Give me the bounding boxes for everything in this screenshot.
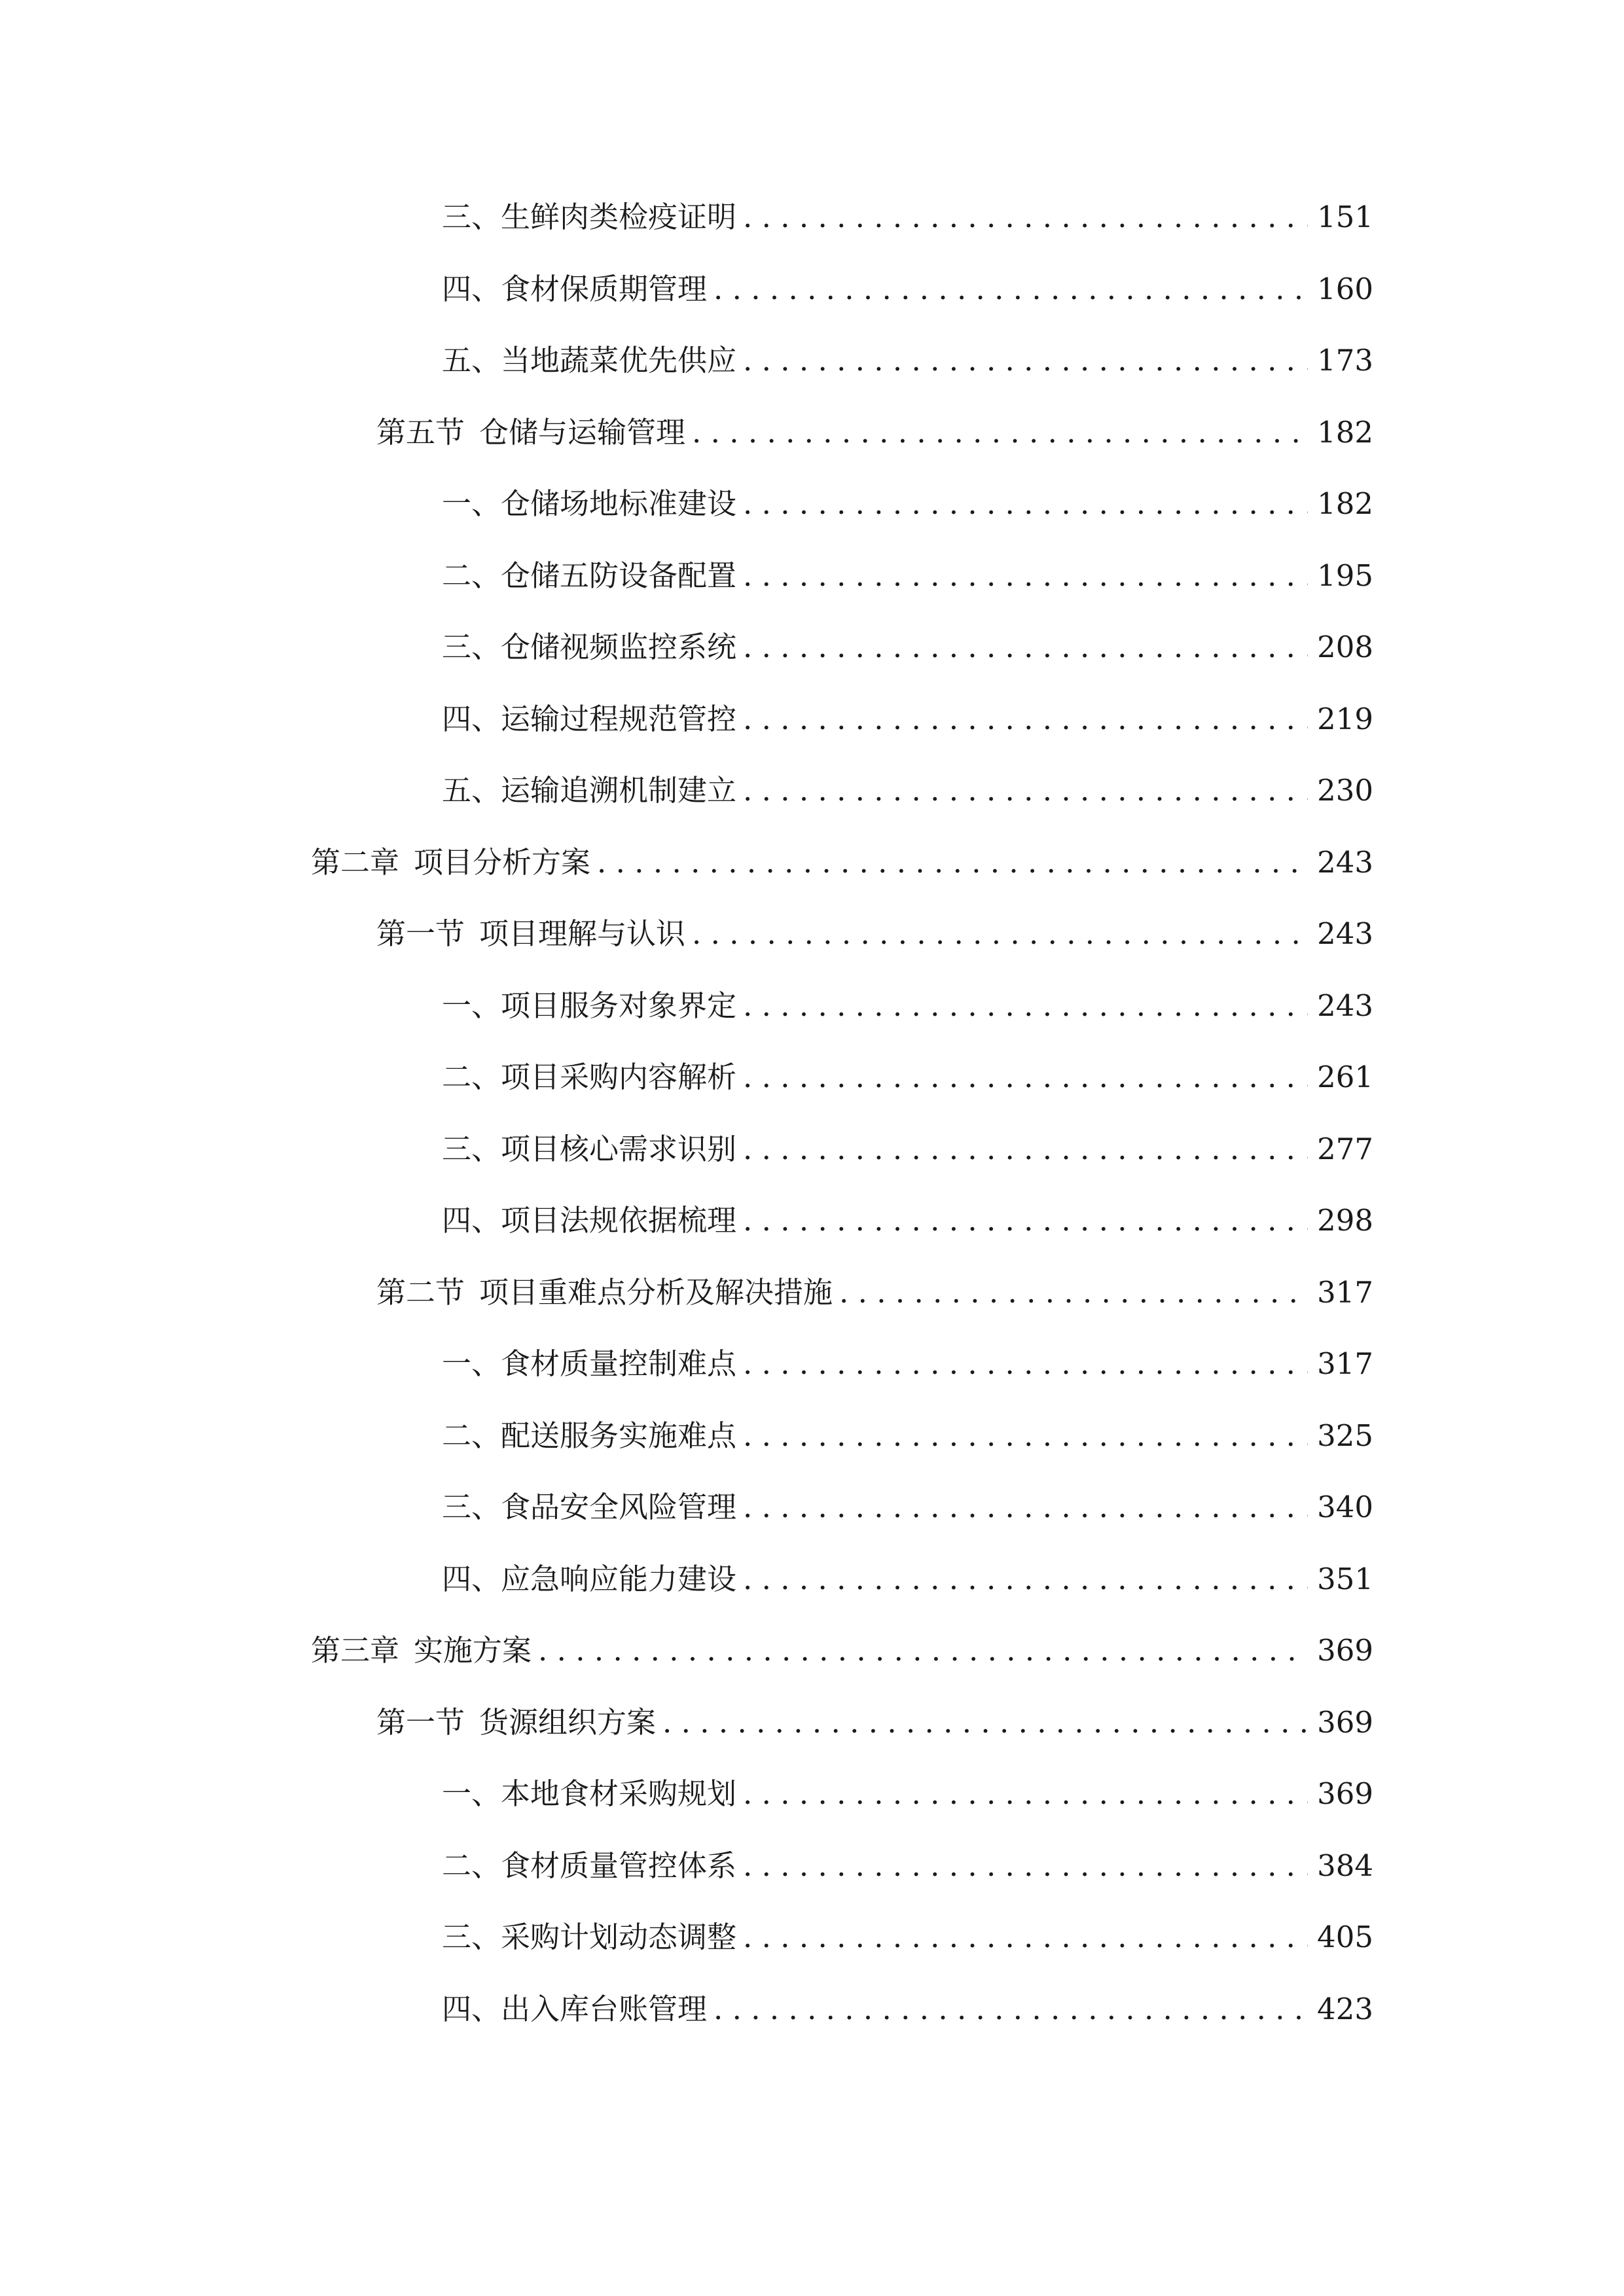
toc-entry-number: 五、 <box>442 343 501 378</box>
toc-entry-number: 二、 <box>442 558 501 593</box>
toc-entry-page: 230 <box>1317 773 1373 808</box>
dot-leader <box>743 764 1308 817</box>
toc-entry-page: 369 <box>1317 1633 1373 1668</box>
toc-entry[interactable] <box>442 334 1373 387</box>
toc-entry[interactable] <box>442 1911 1373 1964</box>
toc-entry-title: 项目采购内容解析 <box>501 1060 737 1094</box>
toc-entry-number: 四、 <box>442 1203 501 1238</box>
dot-leader <box>538 1624 1308 1677</box>
toc-entry-title: 项目理解与认识 <box>479 916 686 951</box>
toc-entry[interactable] <box>376 406 1373 459</box>
toc-entry-page: 351 <box>1317 1562 1373 1596</box>
toc-entry-title: 项目法规依据梳理 <box>501 1203 737 1238</box>
toc-entry[interactable] <box>442 263 1373 315</box>
toc-entry-title: 食品安全风险管理 <box>501 1490 737 1524</box>
toc-entry-number: 三、 <box>442 200 501 234</box>
toc-entry[interactable] <box>442 621 1373 673</box>
dot-leader <box>743 1338 1308 1390</box>
toc-entry-title: 仓储视频监控系统 <box>501 630 737 664</box>
dot-leader <box>713 263 1308 315</box>
dot-leader <box>743 191 1308 243</box>
toc-entry-page: 173 <box>1317 343 1373 378</box>
toc-entry[interactable] <box>376 908 1373 960</box>
toc-entry-page: 369 <box>1317 1705 1373 1740</box>
toc-entry[interactable] <box>442 980 1373 1032</box>
toc-entry-title: 实施方案 <box>414 1633 532 1668</box>
toc-entry[interactable] <box>376 1696 1373 1749</box>
toc-entry-number: 四、 <box>442 1562 501 1596</box>
toc-entry-title: 配送服务实施难点 <box>501 1418 737 1453</box>
toc-entry-page: 261 <box>1317 1060 1373 1094</box>
toc-entry[interactable] <box>311 1624 1373 1677</box>
toc-entry-title: 仓储与运输管理 <box>479 415 686 450</box>
toc-entry[interactable] <box>442 1051 1373 1103</box>
dot-leader <box>743 478 1308 530</box>
toc-entry-page: 219 <box>1317 702 1373 736</box>
toc-entry-page: 160 <box>1317 272 1373 306</box>
toc-entry-page: 208 <box>1317 630 1373 664</box>
toc-entry-number: 四、 <box>442 1992 501 2026</box>
toc-entry-page: 277 <box>1317 1132 1373 1166</box>
dot-leader <box>743 1123 1308 1175</box>
toc-entry-page: 151 <box>1317 200 1373 234</box>
toc-entry-title: 仓储场地标准建设 <box>501 486 737 521</box>
toc-entry-page: 317 <box>1317 1346 1373 1381</box>
toc-entry[interactable] <box>442 478 1373 530</box>
dot-leader <box>743 1410 1308 1462</box>
toc-entry[interactable] <box>442 1553 1373 1605</box>
toc-entry-page: 298 <box>1317 1203 1373 1238</box>
toc-entry[interactable] <box>442 1123 1373 1175</box>
toc-entry-title: 食材质量管控体系 <box>501 1848 737 1883</box>
toc-entry-number: 三、 <box>442 1132 501 1166</box>
toc-entry-title: 生鲜肉类检疫证明 <box>501 200 737 234</box>
dot-leader <box>743 1553 1308 1605</box>
toc-entry-number: 三、 <box>442 1490 501 1524</box>
toc-entry[interactable] <box>442 764 1373 817</box>
toc-entry[interactable] <box>442 1410 1373 1462</box>
toc-entry-page: 243 <box>1317 988 1373 1023</box>
toc-entry-number: 第一节 <box>376 916 465 951</box>
toc-entry[interactable] <box>442 1840 1373 1892</box>
toc-entry-title: 运输追溯机制建立 <box>501 773 737 808</box>
dot-leader <box>743 1911 1308 1964</box>
toc-entry-number: 三、 <box>442 630 501 664</box>
toc-entry-page: 325 <box>1317 1418 1373 1453</box>
dot-leader <box>839 1266 1308 1319</box>
toc-entry-title: 当地蔬菜优先供应 <box>501 343 737 378</box>
dot-leader <box>743 693 1308 745</box>
dot-leader <box>743 1481 1308 1534</box>
toc-entry-page: 195 <box>1317 558 1373 593</box>
toc-entry[interactable] <box>442 1481 1373 1534</box>
toc-entry-title: 项目服务对象界定 <box>501 988 737 1023</box>
toc-entry-number: 三、 <box>442 1920 501 1954</box>
toc-entry-number: 一、 <box>442 988 501 1023</box>
toc-entry-title: 仓储五防设备配置 <box>501 558 737 593</box>
toc-entry-title: 本地食材采购规划 <box>501 1776 737 1811</box>
toc-entry[interactable] <box>442 550 1373 602</box>
toc-entry-title: 项目重难点分析及解决措施 <box>479 1275 833 1310</box>
dot-leader <box>743 1768 1308 1820</box>
toc-entry-number: 五、 <box>442 773 501 808</box>
toc-entry-page: 423 <box>1317 1992 1373 2026</box>
dot-leader <box>743 1194 1308 1247</box>
toc-entry[interactable] <box>442 1194 1373 1247</box>
toc-entry-title: 应急响应能力建设 <box>501 1562 737 1596</box>
dot-leader <box>692 908 1308 960</box>
toc-entry-number: 第三章 <box>311 1633 400 1668</box>
toc-entry-page: 317 <box>1317 1275 1373 1310</box>
toc-entry-page: 405 <box>1317 1920 1373 1954</box>
toc-entry-number: 第二节 <box>376 1275 465 1310</box>
toc-entry[interactable] <box>311 836 1373 889</box>
dot-leader <box>597 836 1308 889</box>
toc-entry-page: 369 <box>1317 1776 1373 1811</box>
dot-leader <box>692 406 1308 459</box>
toc-entry-number: 二、 <box>442 1418 501 1453</box>
toc-entry-number: 一、 <box>442 486 501 521</box>
toc-entry-number: 二、 <box>442 1848 501 1883</box>
toc-entry-title: 食材保质期管理 <box>501 272 708 306</box>
toc-entry-number: 第二章 <box>311 845 400 880</box>
dot-leader <box>713 1983 1308 2036</box>
toc-entry-title: 采购计划动态调整 <box>501 1920 737 1954</box>
toc-entry-title: 食材质量控制难点 <box>501 1346 737 1381</box>
toc-entry-number: 二、 <box>442 1060 501 1094</box>
toc-entry-title: 运输过程规范管控 <box>501 702 737 736</box>
toc-entry[interactable] <box>442 1338 1373 1390</box>
toc-entry-page: 182 <box>1317 415 1373 450</box>
dot-leader <box>743 980 1308 1032</box>
toc-entry-title: 货源组织方案 <box>479 1705 657 1740</box>
toc-entry-page: 243 <box>1317 916 1373 951</box>
dot-leader <box>743 550 1308 602</box>
dot-leader <box>743 621 1308 673</box>
dot-leader <box>662 1696 1308 1749</box>
toc-entry[interactable] <box>376 1266 1373 1319</box>
toc-entry-page: 243 <box>1317 845 1373 880</box>
toc-entry-number: 第五节 <box>376 415 465 450</box>
toc-entry[interactable] <box>442 1768 1373 1820</box>
dot-leader <box>743 334 1308 387</box>
toc-entry-title: 项目核心需求识别 <box>501 1132 737 1166</box>
toc-entry-title: 出入库台账管理 <box>501 1992 708 2026</box>
toc-entry[interactable] <box>442 1983 1373 2036</box>
toc-entry-number: 一、 <box>442 1776 501 1811</box>
toc-entry-number: 第一节 <box>376 1705 465 1740</box>
dot-leader <box>743 1051 1308 1103</box>
toc-entry-number: 一、 <box>442 1346 501 1381</box>
toc-entry-page: 340 <box>1317 1490 1373 1524</box>
toc-entry-number: 四、 <box>442 272 501 306</box>
toc-entry-title: 项目分析方案 <box>414 845 591 880</box>
toc-entry-number: 四、 <box>442 702 501 736</box>
dot-leader <box>743 1840 1308 1892</box>
toc-entry[interactable] <box>442 191 1373 243</box>
toc-entry-page: 182 <box>1317 486 1373 521</box>
toc-entry[interactable] <box>442 693 1373 745</box>
toc-entry-page: 384 <box>1317 1848 1373 1883</box>
